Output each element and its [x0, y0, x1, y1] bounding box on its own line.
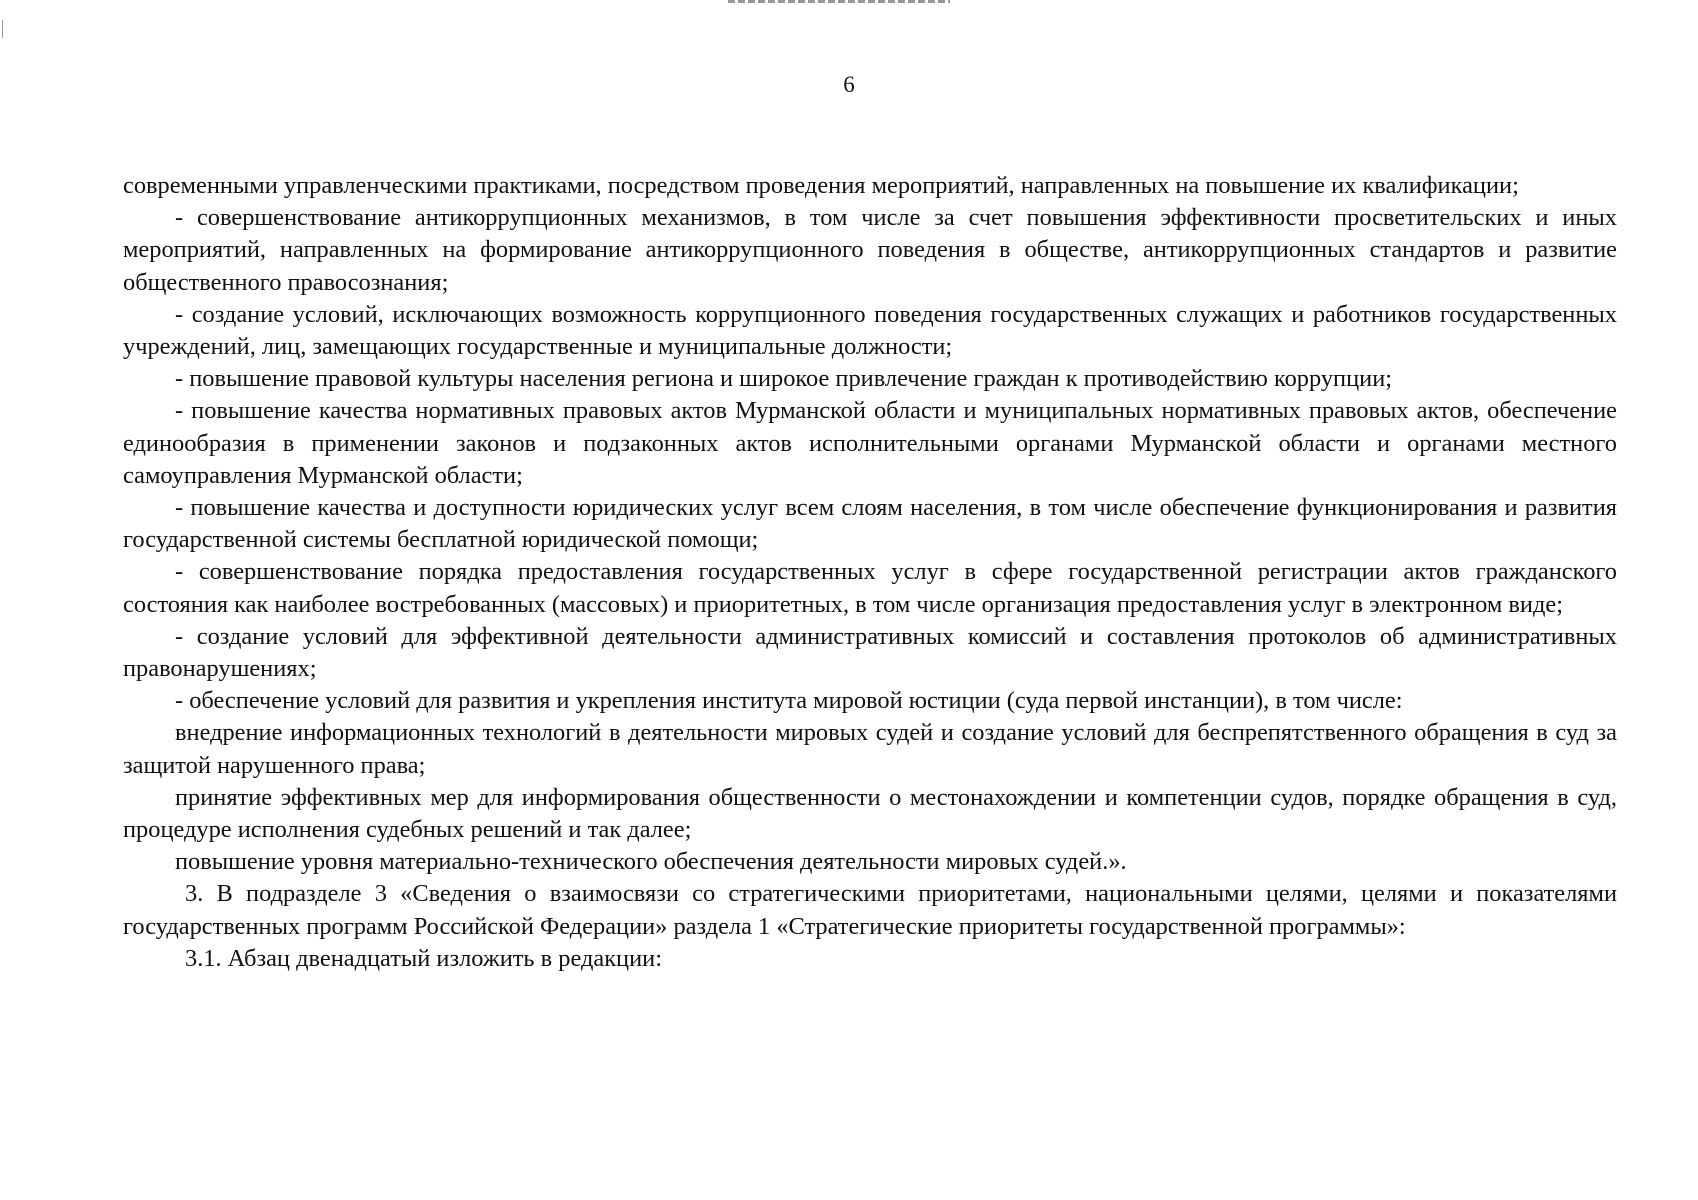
list-item-legal-culture: - повышение правовой культуры населения региона и широкое привлечение граждан к противодействию коррупции;	[175, 365, 1393, 393]
scan-artifact-top	[728, 0, 950, 3]
list-item-normative-acts-quality: - повышение качества нормативных правовых актов Мурманской области и муниципальных нормативных правовых актов, обеспечение единообразия в применении законов и подзаконных актов исполнительными органами Мурманской области и органами местного самоуправления Мурманской области;	[123, 397, 1617, 489]
list-item-anticorruption-mechanisms: - совершенствование антикоррупционных механизмов, в том числе за счет повышения эффективности просветительских и иных мероприятий, направленных на формирование антикоррупционного поведения в обществе, антикоррупционных стандартов и развитие общественного правосознания;	[123, 204, 1617, 296]
amendment-section-3-1: 3.1. Абзац двенадцатый изложить в редакции:	[185, 944, 662, 972]
amendment-section-3: 3. В подразделе 3 «Сведения о взаимосвязи со стратегическими приоритетами, национальными целями, целями и показателями государственных программ Российской Федерации» раздела 1 «Стратегические приоритеты государственной программы»:	[123, 880, 1617, 940]
list-item-magistrate-justice: - обеспечение условий для развития и укрепления института мировой юстиции (суда первой инстанции), в том числе:	[175, 687, 1403, 715]
document-body	[123, 170, 1617, 975]
page-number: 6	[843, 72, 855, 97]
subitem-material-support: повышение уровня материально-технического обеспечения деятельности мировых судей.».	[175, 848, 1127, 876]
list-item-administrative-commissions: - создание условий для эффективной деятельности административных комиссий и составления протоколов об административных правонарушениях;	[123, 622, 1617, 683]
list-item-civil-registration: - совершенствование порядка предоставления государственных услуг в сфере государственной регистрации актов гражданского состояния как наиболее востребованных (массовых) и приоритетных, в том числе организация предоставления услуг в электронном виде;	[123, 558, 1617, 618]
paragraph-continuation: современными управленческими практиками, посредством проведения мероприятий, направленных на повышение их квалификации;	[123, 172, 1519, 199]
subitem-public-information: принятие эффективных мер для информирования общественности о местонахождении и компетенции судов, порядке обращения в суд, процедуре исполнения судебных решений и так далее;	[123, 783, 1617, 844]
list-item-legal-services: - повышение качества и доступности юридических услуг всем слоям населения, в том числе обеспечение функционирования и развития государственной системы бесплатной юридической помощи;	[123, 494, 1617, 554]
list-item-preventing-corruption: - создание условий, исключающих возможность коррупционного поведения государственных служащих и работников государственных учреждений, лиц, замещающих государственные и муниципальные должности;	[123, 300, 1617, 361]
subitem-information-technologies: внедрение информационных технологий в деятельности мировых судей и создание условий для беспрепятственного обращения в суд за защитой нарушенного права;	[123, 719, 1617, 779]
scan-artifact-left	[2, 20, 3, 38]
